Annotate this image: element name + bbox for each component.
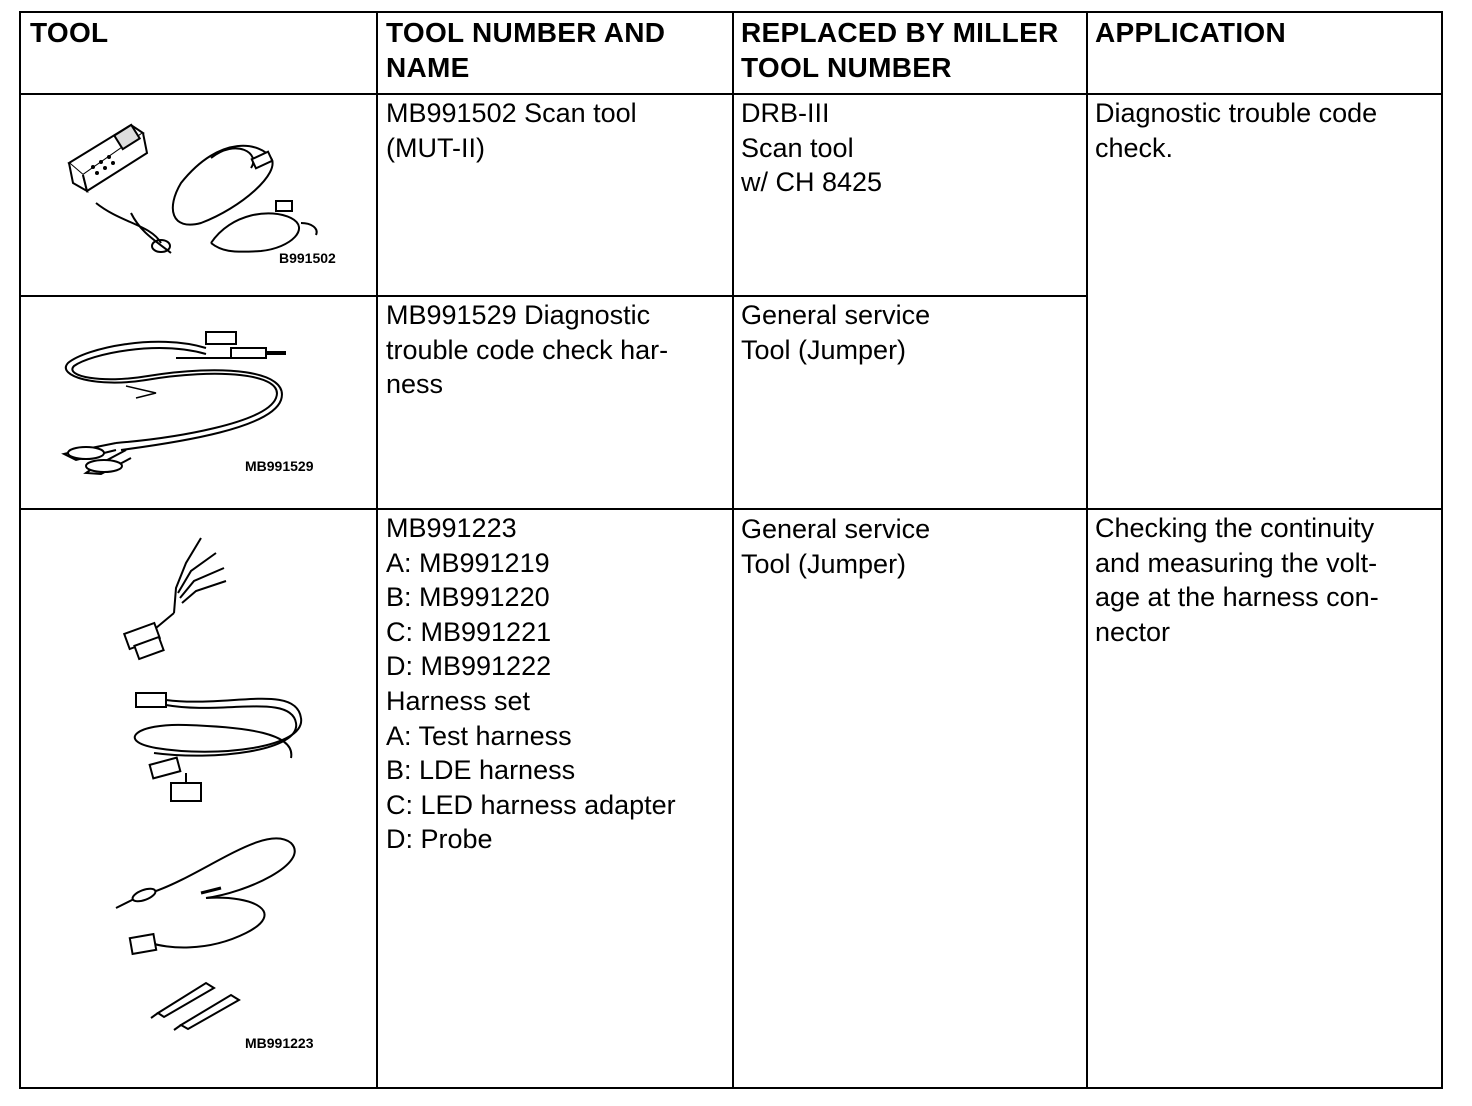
cell-line: General service bbox=[741, 514, 931, 544]
cell-line: Tool (Jumper) bbox=[741, 548, 907, 579]
figure-label: MB991529 bbox=[245, 458, 314, 474]
cell-line: MB991223 bbox=[386, 513, 517, 543]
column-divider bbox=[1086, 13, 1088, 1087]
header-line: REPLACED BY MILLER bbox=[741, 17, 1059, 48]
row-divider bbox=[21, 295, 1086, 297]
cell-line: MB991529 Diagnostic bbox=[386, 300, 651, 330]
cell-line: B: LDE harness bbox=[386, 755, 576, 786]
header-tool: TOOL bbox=[30, 17, 109, 48]
cell-line: Checking the continuity bbox=[1095, 513, 1375, 543]
cell-line: nector bbox=[1095, 616, 1171, 647]
replaced-by-cell bbox=[741, 96, 882, 200]
header-divider bbox=[21, 93, 1441, 95]
cell-line: A: MB991219 bbox=[386, 547, 550, 578]
application-cell bbox=[1095, 96, 1377, 165]
cell-line: MB991502 Scan tool bbox=[386, 98, 637, 128]
cell-line: ness bbox=[386, 369, 444, 400]
figure-label: MB991223 bbox=[245, 1035, 314, 1051]
harness-set-illustration bbox=[96, 533, 316, 1033]
cell-line: DRB-III bbox=[741, 98, 830, 128]
header-tool-number-name bbox=[386, 15, 665, 85]
cell-line: D: Probe bbox=[386, 824, 493, 855]
header-line: NAME bbox=[386, 52, 470, 83]
cell-line: Scan tool bbox=[741, 132, 854, 163]
row-divider bbox=[21, 508, 1441, 510]
header-line: TOOL NUMBER bbox=[741, 52, 952, 83]
scan-tool-illustration bbox=[61, 113, 321, 258]
cell-line: (MUT-II) bbox=[386, 132, 485, 163]
cell-line: check. bbox=[1095, 132, 1174, 163]
cell-line: B: MB991220 bbox=[386, 582, 550, 613]
cell-line: C: MB991221 bbox=[386, 616, 552, 647]
replaced-by-cell bbox=[741, 298, 930, 367]
tool-number-name-cell bbox=[386, 96, 637, 165]
cell-line: trouble code check har- bbox=[386, 334, 669, 365]
tool-number-name-cell bbox=[386, 298, 668, 402]
cell-line: Diagnostic trouble code bbox=[1095, 98, 1378, 128]
cell-line: A: Test harness bbox=[386, 720, 572, 751]
application-cell bbox=[1095, 511, 1379, 649]
cell-line: C: LED harness adapter bbox=[386, 789, 676, 820]
cell-line: D: MB991222 bbox=[386, 651, 552, 682]
replaced-by-cell bbox=[741, 512, 930, 581]
cell-line: and measuring the volt- bbox=[1095, 547, 1378, 578]
tool-number-name-cell bbox=[386, 511, 676, 857]
header-application: APPLICATION bbox=[1095, 17, 1287, 48]
column-divider bbox=[376, 13, 378, 1087]
cell-line: Harness set bbox=[386, 685, 531, 716]
header-line: TOOL NUMBER AND bbox=[386, 17, 666, 48]
cell-line: w/ CH 8425 bbox=[741, 167, 883, 198]
column-divider bbox=[732, 13, 734, 1087]
tool-table bbox=[19, 11, 1443, 1089]
cell-line: General service bbox=[741, 300, 931, 330]
figure-label: B991502 bbox=[279, 250, 336, 266]
cell-line: age at the harness con- bbox=[1095, 582, 1379, 613]
cell-line: Tool (Jumper) bbox=[741, 334, 907, 365]
header-replaced-by bbox=[741, 15, 1059, 85]
check-harness-illustration bbox=[56, 318, 301, 478]
